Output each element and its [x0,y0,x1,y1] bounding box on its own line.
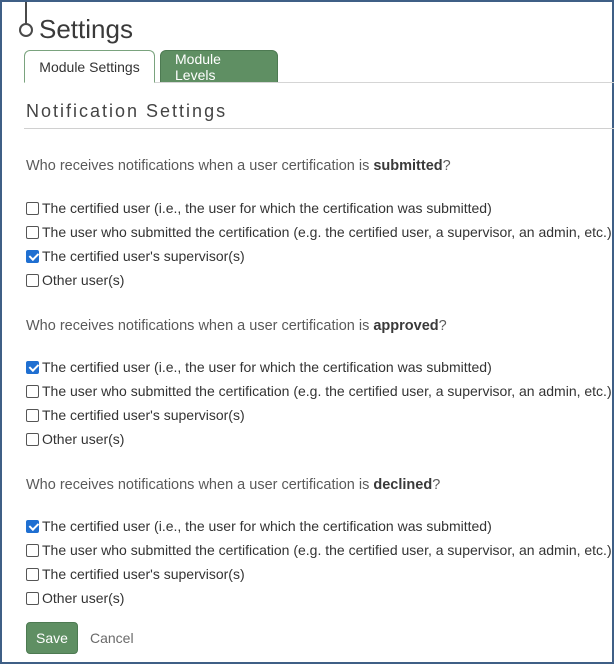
option-label: The user who submitted the certification (e.g. the certified user, a supervisor, an admin, etc.) [42,224,612,240]
checkbox[interactable] [26,544,39,557]
question-text: Who receives notifications when a user certification is [26,477,374,493]
tab-module-levels[interactable]: Module Levels [160,50,278,83]
checkbox[interactable] [26,226,39,239]
tab-module-settings[interactable]: Module Settings [24,50,155,83]
option-label: Other user(s) [42,431,125,447]
question-text: Who receives notifications when a user certification is [26,318,374,334]
checkbox[interactable] [26,592,39,605]
approved-option-submitter[interactable] [26,382,612,400]
submitted-option-supervisor[interactable] [26,247,245,265]
checkbox[interactable] [26,409,39,422]
option-label: The certified user's supervisor(s) [42,407,245,423]
submitted-option-certified-user[interactable] [26,199,492,217]
question-declined [26,477,440,493]
checkbox[interactable] [26,568,39,581]
approved-option-supervisor[interactable] [26,406,245,424]
approved-option-certified-user[interactable] [26,358,492,376]
question-suffix: ? [442,158,451,174]
question-suffix: ? [438,318,447,334]
checkbox[interactable] [26,274,39,287]
page-title: Settings [39,14,133,44]
option-label: Other user(s) [42,590,125,606]
declined-option-submitter[interactable] [26,541,612,559]
question-keyword: approved [373,318,439,334]
checkbox[interactable] [26,433,39,446]
checkbox[interactable] [26,250,39,263]
option-label: The certified user's supervisor(s) [42,248,245,264]
declined-option-supervisor[interactable] [26,565,245,583]
checkbox[interactable] [26,520,39,533]
checkbox[interactable] [26,361,39,374]
cancel-link[interactable]: Cancel [90,630,134,646]
tree-node-icon [19,23,33,37]
question-keyword: submitted [373,158,443,174]
question-text: Who receives notifications when a user certification is [26,158,374,174]
option-label: Other user(s) [42,272,125,288]
submitted-option-submitter[interactable] [26,223,612,241]
question-suffix: ? [432,477,441,493]
declined-option-other-users[interactable] [26,589,124,607]
section-divider [24,128,614,129]
option-label: The user who submitted the certification (e.g. the certified user, a supervisor, an admin, etc.) [42,542,612,558]
approved-option-other-users[interactable] [26,430,124,448]
tree-connector-line [25,2,27,24]
question-keyword: declined [373,477,433,493]
submitted-option-other-users[interactable] [26,271,124,289]
checkbox[interactable] [26,385,39,398]
save-button[interactable]: Save [26,622,78,654]
checkbox[interactable] [26,202,39,215]
option-label: The certified user (i.e., the user for which the certification was submitted) [42,518,492,534]
option-label: The certified user (i.e., the user for which the certification was submitted) [42,359,492,375]
question-submitted [26,158,451,174]
tab-bar [24,50,283,83]
declined-option-certified-user[interactable] [26,517,492,535]
section-title: Notification Settings [26,101,228,121]
option-label: The certified user (i.e., the user for which the certification was submitted) [42,200,492,216]
question-approved [26,318,447,334]
option-label: The certified user's supervisor(s) [42,566,245,582]
option-label: The user who submitted the certification (e.g. the certified user, a supervisor, an admin, etc.) [42,383,612,399]
